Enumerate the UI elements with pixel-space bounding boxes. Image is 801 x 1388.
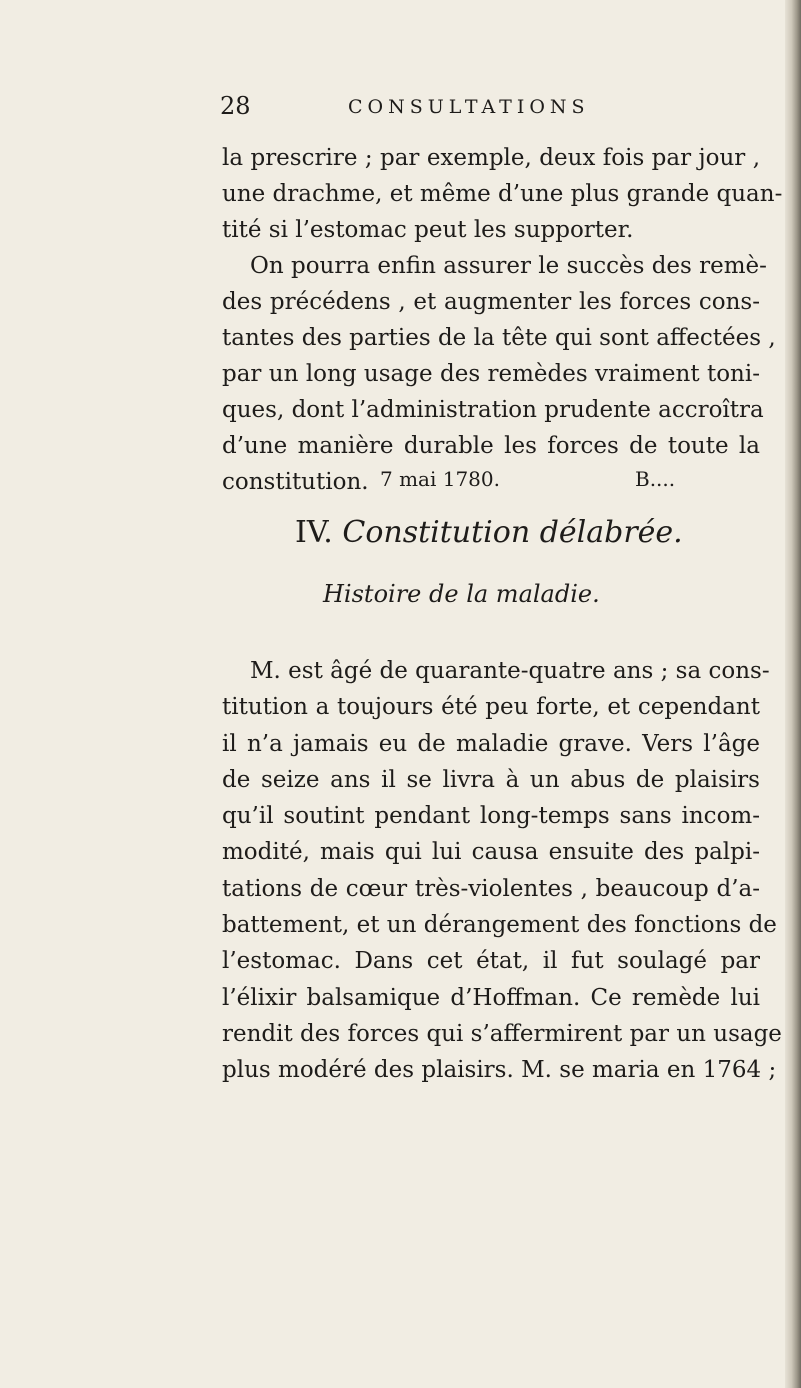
text-line: modité, mais qui lui causa ensuite des palpi- bbox=[222, 839, 760, 866]
text-line: d’une manière durable les forces de toute la bbox=[222, 433, 760, 459]
running-head: CONSULTATIONS bbox=[348, 96, 590, 118]
text-line: de seize ans il se livra à un abus de plaisirs bbox=[222, 766, 760, 793]
text-line: constitution. bbox=[222, 469, 369, 495]
text-line: des précédens , et augmenter les forces cons- bbox=[222, 289, 760, 315]
text-line: la prescrire ; par exemple, deux fois par jour , bbox=[222, 145, 760, 171]
text-line: battement, et un dérangement des fonctions de bbox=[222, 912, 777, 939]
section-subtitle: Histoire de la maladie. bbox=[323, 580, 600, 608]
text-line: rendit des forces qui s’affermirent par un usage bbox=[222, 1020, 782, 1047]
text-line: par un long usage des remèdes vraiment toni- bbox=[222, 361, 760, 387]
section-number: IV. bbox=[295, 515, 333, 550]
page-number: 28 bbox=[220, 92, 251, 120]
letter-signature: B.... bbox=[635, 467, 676, 491]
page-header bbox=[220, 92, 660, 128]
text-line: tantes des parties de la tête qui sont affectées , bbox=[222, 325, 776, 351]
text-line: l’estomac. Dans cet état, il fut soulagé par bbox=[222, 948, 760, 975]
text-line: qu’il soutint pendant long-temps sans incom- bbox=[222, 803, 760, 830]
text-line: titution a toujours été peu forte, et cependant bbox=[222, 694, 760, 721]
text-line: M. est âgé de quarante-quatre ans ; sa cons- bbox=[250, 658, 770, 684]
section-heading bbox=[295, 515, 735, 550]
page-edge-shadow bbox=[785, 0, 801, 1388]
section-title: Constitution délabrée. bbox=[342, 515, 683, 550]
body-text-top bbox=[222, 140, 783, 500]
text-line: plus modéré des plaisirs. M. se maria en 1764 ; bbox=[222, 1057, 777, 1084]
text-line: tations de cœur très-violentes , beaucoup d’a- bbox=[222, 875, 760, 902]
text-line: tité si l’estomac peut les supporter. bbox=[222, 217, 634, 243]
text-line: il n’a jamais eu de maladie grave. Vers l’âge bbox=[222, 730, 760, 757]
text-line: une drachme, et même d’une plus grande quan- bbox=[222, 181, 783, 207]
letter-date: 7 mai 1780. bbox=[380, 467, 500, 491]
text-line: l’élixir balsamique d’Hoffman. Ce remède lui bbox=[222, 984, 760, 1011]
text-line: ques, dont l’administration prudente accroîtra bbox=[222, 397, 764, 423]
text-line: On pourra enfin assurer le succès des remè- bbox=[250, 253, 767, 279]
body-text-bottom bbox=[222, 653, 782, 1089]
